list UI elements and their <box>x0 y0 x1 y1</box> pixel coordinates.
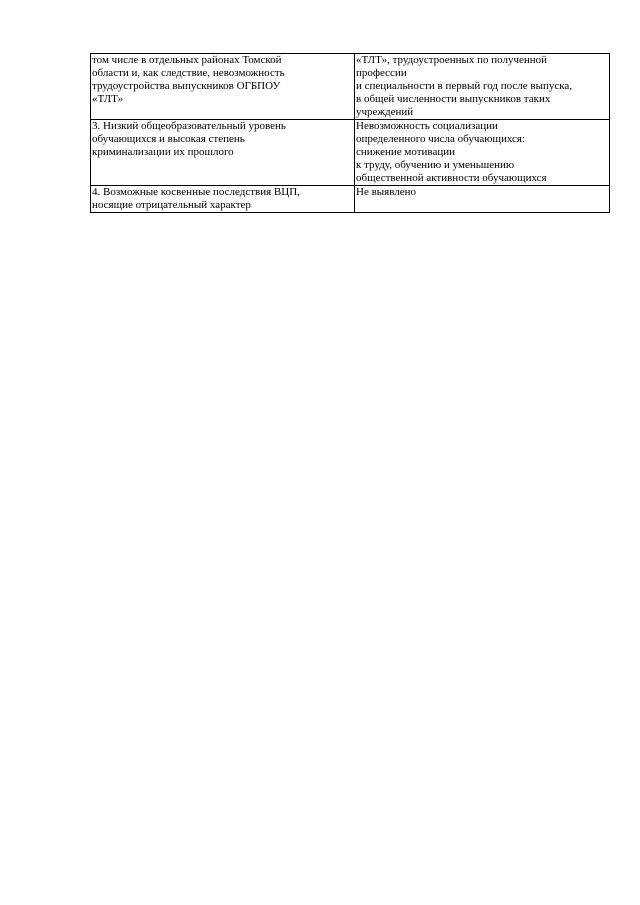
table-cell-risk <box>91 120 355 186</box>
cell-text-line: 3. Низкий общеобразовательный уровень <box>92 120 286 132</box>
cell-text-line: криминализации их прошлого <box>92 146 234 158</box>
table-row <box>91 54 610 120</box>
cell-text-line: трудоустройства выпускников ОГБПОУ <box>92 80 281 92</box>
table-cell-risk <box>91 186 355 213</box>
cell-text-line: том числе в отдельных районах Томской <box>92 54 282 66</box>
cell-text-line: определенного числа обучающихся: <box>356 133 526 145</box>
table-cell-risk <box>91 54 355 120</box>
cell-text-line: носящие отрицательный характер <box>92 199 251 211</box>
cell-text-line: профессии <box>356 67 407 79</box>
cell-text-line: «ТЛТ», трудоустроенных по полученной <box>356 54 548 66</box>
cell-text-line: 4. Возможные косвенные последствия ВЦП, <box>92 186 300 198</box>
cell-text-line: Не выявлено <box>356 186 417 198</box>
table-row <box>91 186 610 213</box>
cell-text-line: обучающихся и высокая степень <box>92 133 245 145</box>
cell-text-line: общественной активности обучающихся <box>356 172 547 184</box>
risk-table <box>90 53 610 213</box>
cell-text-line: Невозможность социализации <box>356 120 498 132</box>
cell-text-line: в общей численности выпускников таких <box>356 93 551 105</box>
cell-text-line: области и, как следствие, невозможность <box>92 67 285 79</box>
table-cell-consequence <box>355 54 610 120</box>
table-cell-consequence <box>355 120 610 186</box>
cell-text-line: снижение мотивации <box>356 146 455 158</box>
cell-text-line: «ТЛТ» <box>92 93 124 105</box>
cell-text-line: учреждений <box>356 106 414 118</box>
table-row <box>91 120 610 186</box>
cell-text-line: и специальности в первый год после выпуска, <box>356 80 573 92</box>
table-cell-consequence <box>355 186 610 213</box>
cell-text-line: к труду, обучению и уменьшению <box>356 159 515 171</box>
